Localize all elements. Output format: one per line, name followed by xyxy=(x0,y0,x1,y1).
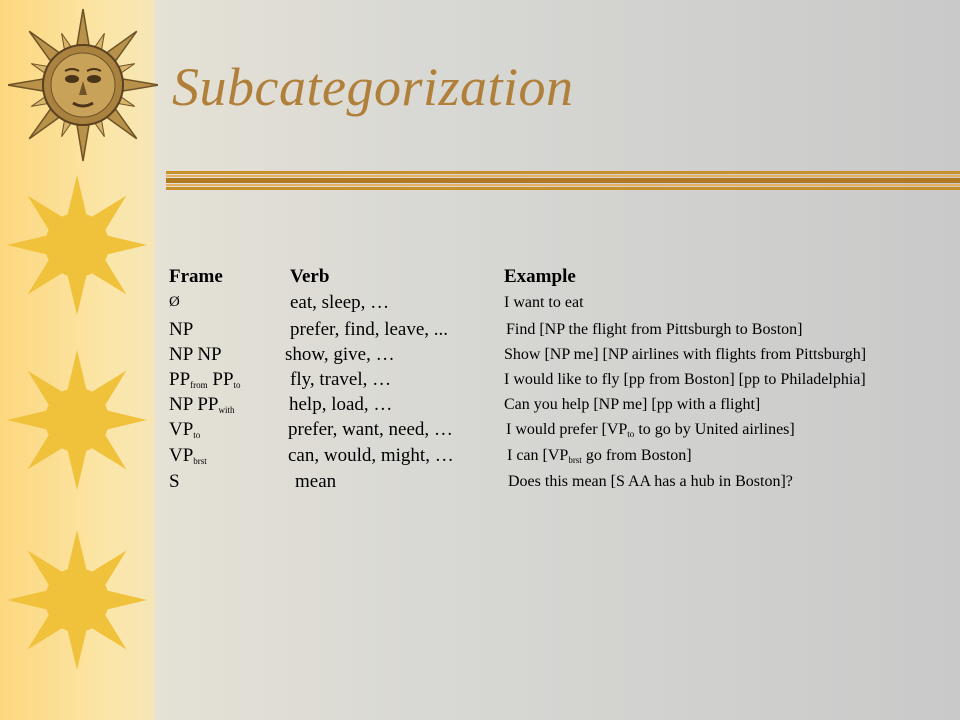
example-cell: Show [NP me] [NP airlines with flights from Pittsburgh] xyxy=(504,346,867,363)
table-row xyxy=(0,445,960,469)
example-cell: I can [$VP_{brst}$ go from Boston] xyxy=(507,447,692,465)
verb-cell: eat, sleep, … xyxy=(290,292,390,313)
verb-cell: prefer, find, leave, ... xyxy=(290,319,449,340)
title-divider xyxy=(166,171,960,191)
verb-cell: show, give, … xyxy=(285,344,395,365)
table-row xyxy=(0,319,960,343)
table-row xyxy=(0,369,960,393)
frame-cell: NP xyxy=(169,319,194,340)
example-cell: Find [NP the flight from Pittsburgh to Boston] xyxy=(506,321,803,338)
verb-cell: prefer, want, need, … xyxy=(288,419,453,440)
frame-cell: $VP_{to}$ xyxy=(169,419,201,440)
frame-cell: $VP_{brst}$ xyxy=(169,445,207,466)
frame-cell: Ø xyxy=(169,294,180,310)
table-row xyxy=(0,419,960,443)
table-row xyxy=(0,394,960,418)
slide-title: Subcategorization xyxy=(172,57,574,117)
example-column-header: Example xyxy=(504,266,576,287)
verb-cell: help, load, … xyxy=(289,394,393,415)
sun-icon xyxy=(5,525,155,675)
verb-cell: mean xyxy=(295,471,337,492)
verb-cell: fly, travel, … xyxy=(290,369,392,390)
frame-cell: NP NP xyxy=(169,344,222,365)
frame-cell: S xyxy=(169,471,180,492)
frame-cell: NP $PP_{with}$ xyxy=(169,394,235,415)
example-cell: Can you help [NP me] [pp with a flight] xyxy=(504,396,761,413)
example-cell: Does this mean [S AA has a hub in Boston]? xyxy=(508,473,793,490)
example-cell: I would prefer [$VP_{to}$ to go by United airlines] xyxy=(506,421,795,439)
table-row xyxy=(0,471,960,495)
frame-cell: $PP_{from}$ $PP_{to}$ xyxy=(169,369,241,390)
frame-column-header: Frame xyxy=(169,266,223,287)
verb-cell: can, would, might, … xyxy=(288,445,454,466)
sun-face-icon xyxy=(8,5,158,165)
verb-column-header: Verb xyxy=(290,266,330,287)
example-cell: I would like to fly [pp from Boston] [pp to Philadelphia] xyxy=(504,371,866,388)
example-cell: I want to eat xyxy=(504,294,584,311)
table-row xyxy=(0,292,960,316)
table-header-row xyxy=(0,266,960,290)
table-row xyxy=(0,344,960,368)
